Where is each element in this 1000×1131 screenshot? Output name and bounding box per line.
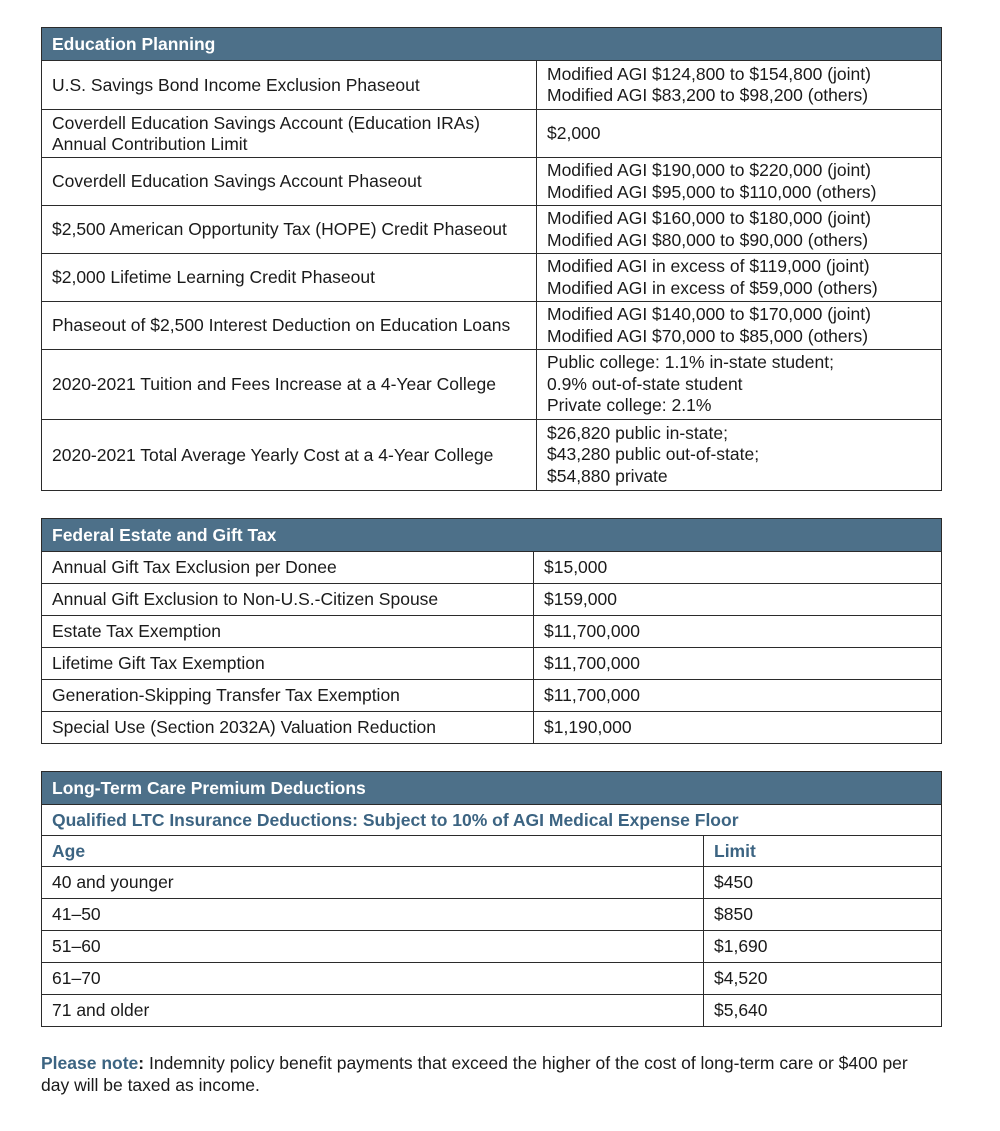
- age-cell: 61–70: [42, 963, 704, 995]
- section-title: Education Planning: [42, 28, 942, 61]
- section-title: Federal Estate and Gift Tax: [42, 519, 942, 552]
- age-cell: 71 and older: [42, 995, 704, 1027]
- section-subtitle: Qualified LTC Insurance Deductions: Subject to 10% of AGI Medical Expense Floor: [42, 805, 942, 836]
- table-row: [42, 931, 942, 963]
- row-value: [537, 110, 942, 158]
- row-value: $11,700,000: [534, 616, 942, 648]
- footnote: [41, 1052, 921, 1096]
- table-row: [42, 995, 942, 1027]
- note-colon: :: [138, 1053, 145, 1073]
- age-cell: 51–60: [42, 931, 704, 963]
- row-label: Phaseout of $2,500 Interest Deduction on Education Loans: [42, 302, 537, 350]
- table-subtitle-row: [42, 805, 942, 836]
- value-line: $54,880 private: [547, 465, 668, 486]
- value-line: Modified AGI $70,000 to $85,000 (others): [547, 325, 869, 346]
- limit-cell: $5,640: [704, 995, 942, 1027]
- value-line: Modified AGI in excess of $59,000 (others): [547, 277, 878, 298]
- value-line: Modified AGI in excess of $119,000 (joint): [547, 256, 870, 276]
- value-line: Private college: 2.1%: [547, 395, 712, 416]
- section-title: Long-Term Care Premium Deductions: [42, 772, 942, 805]
- limit-cell: $450: [704, 867, 942, 899]
- row-label: Special Use (Section 2032A) Valuation Reduction: [42, 712, 534, 744]
- row-value: [537, 302, 942, 350]
- row-value: $11,700,000: [534, 648, 942, 680]
- value-line: $2,000: [547, 122, 601, 143]
- table-row: [42, 206, 942, 254]
- row-value: $1,190,000: [534, 712, 942, 744]
- note-lead: Please note: [41, 1053, 139, 1073]
- row-label: Lifetime Gift Tax Exemption: [42, 648, 534, 680]
- table-row: [42, 254, 942, 302]
- row-label: Estate Tax Exemption: [42, 616, 534, 648]
- table-row: [42, 110, 942, 158]
- value-line: Public college: 1.1% in-state student;: [547, 352, 834, 373]
- row-label: Annual Gift Tax Exclusion per Donee: [42, 552, 534, 584]
- row-value: [537, 350, 942, 420]
- table-row: [42, 61, 942, 110]
- limit-cell: $1,690: [704, 931, 942, 963]
- value-line: Modified AGI $80,000 to $90,000 (others): [547, 229, 869, 250]
- row-value: [537, 61, 942, 110]
- row-value: [537, 158, 942, 206]
- table-header-row: [42, 772, 942, 805]
- table-row: [42, 963, 942, 995]
- value-line: Modified AGI $140,000 to $170,000 (joint): [547, 304, 871, 324]
- table-row: [42, 584, 942, 616]
- row-value: $11,700,000: [534, 680, 942, 712]
- column-header-row: [42, 836, 942, 867]
- limit-cell: $850: [704, 899, 942, 931]
- value-line: Modified AGI $160,000 to $180,000 (joint): [547, 208, 871, 228]
- table-row: [42, 867, 942, 899]
- table-row: [42, 350, 942, 420]
- row-label: Coverdell Education Savings Account (Education IRAs) Annual Contribution Limit: [42, 110, 537, 158]
- row-label: 2020-2021 Tuition and Fees Increase at a 4-Year College: [42, 350, 537, 420]
- table-row: [42, 302, 942, 350]
- education-planning-table: [41, 27, 942, 491]
- row-label: 2020-2021 Total Average Yearly Cost at a 4-Year College: [42, 420, 537, 491]
- column-header-limit: Limit: [704, 836, 942, 867]
- row-label: $2,000 Lifetime Learning Credit Phaseout: [42, 254, 537, 302]
- table-row: [42, 648, 942, 680]
- value-line: Modified AGI $83,200 to $98,200 (others): [547, 85, 869, 105]
- table-row: [42, 158, 942, 206]
- table-row: [42, 712, 942, 744]
- value-line: Modified AGI $190,000 to $220,000 (joint): [547, 160, 871, 180]
- column-header-age: Age: [42, 836, 704, 867]
- ltc-premium-deductions-table: [41, 771, 942, 1027]
- table-header-row: [42, 519, 942, 552]
- row-value: $15,000: [534, 552, 942, 584]
- table-row: [42, 680, 942, 712]
- table-row: [42, 616, 942, 648]
- age-cell: 40 and younger: [42, 867, 704, 899]
- row-label: Annual Gift Exclusion to Non-U.S.-Citizen Spouse: [42, 584, 534, 616]
- value-line: Modified AGI $95,000 to $110,000 (others): [547, 181, 877, 202]
- value-line: $43,280 public out-of-state;: [547, 444, 760, 465]
- row-value: [537, 206, 942, 254]
- table-row: [42, 420, 942, 491]
- value-line: $26,820 public in-state;: [547, 422, 728, 443]
- estate-gift-tax-table: [41, 518, 942, 744]
- note-text: Indemnity policy benefit payments that exceed the higher of the cost of long-term care or $400 per day will be taxed as income.: [41, 1053, 908, 1095]
- row-label: U.S. Savings Bond Income Exclusion Phaseout: [42, 61, 537, 110]
- age-cell: 41–50: [42, 899, 704, 931]
- row-value: [537, 420, 942, 491]
- table-row: [42, 552, 942, 584]
- row-value: $159,000: [534, 584, 942, 616]
- row-label: $2,500 American Opportunity Tax (HOPE) Credit Phaseout: [42, 206, 537, 254]
- table-row: [42, 899, 942, 931]
- table-header-row: [42, 28, 942, 61]
- limit-cell: $4,520: [704, 963, 942, 995]
- value-line: 0.9% out-of-state student: [547, 373, 743, 394]
- row-label: Coverdell Education Savings Account Phaseout: [42, 158, 537, 206]
- value-line: Modified AGI $124,800 to $154,800 (joint): [547, 63, 871, 84]
- row-label: Generation-Skipping Transfer Tax Exemption: [42, 680, 534, 712]
- row-value: [537, 254, 942, 302]
